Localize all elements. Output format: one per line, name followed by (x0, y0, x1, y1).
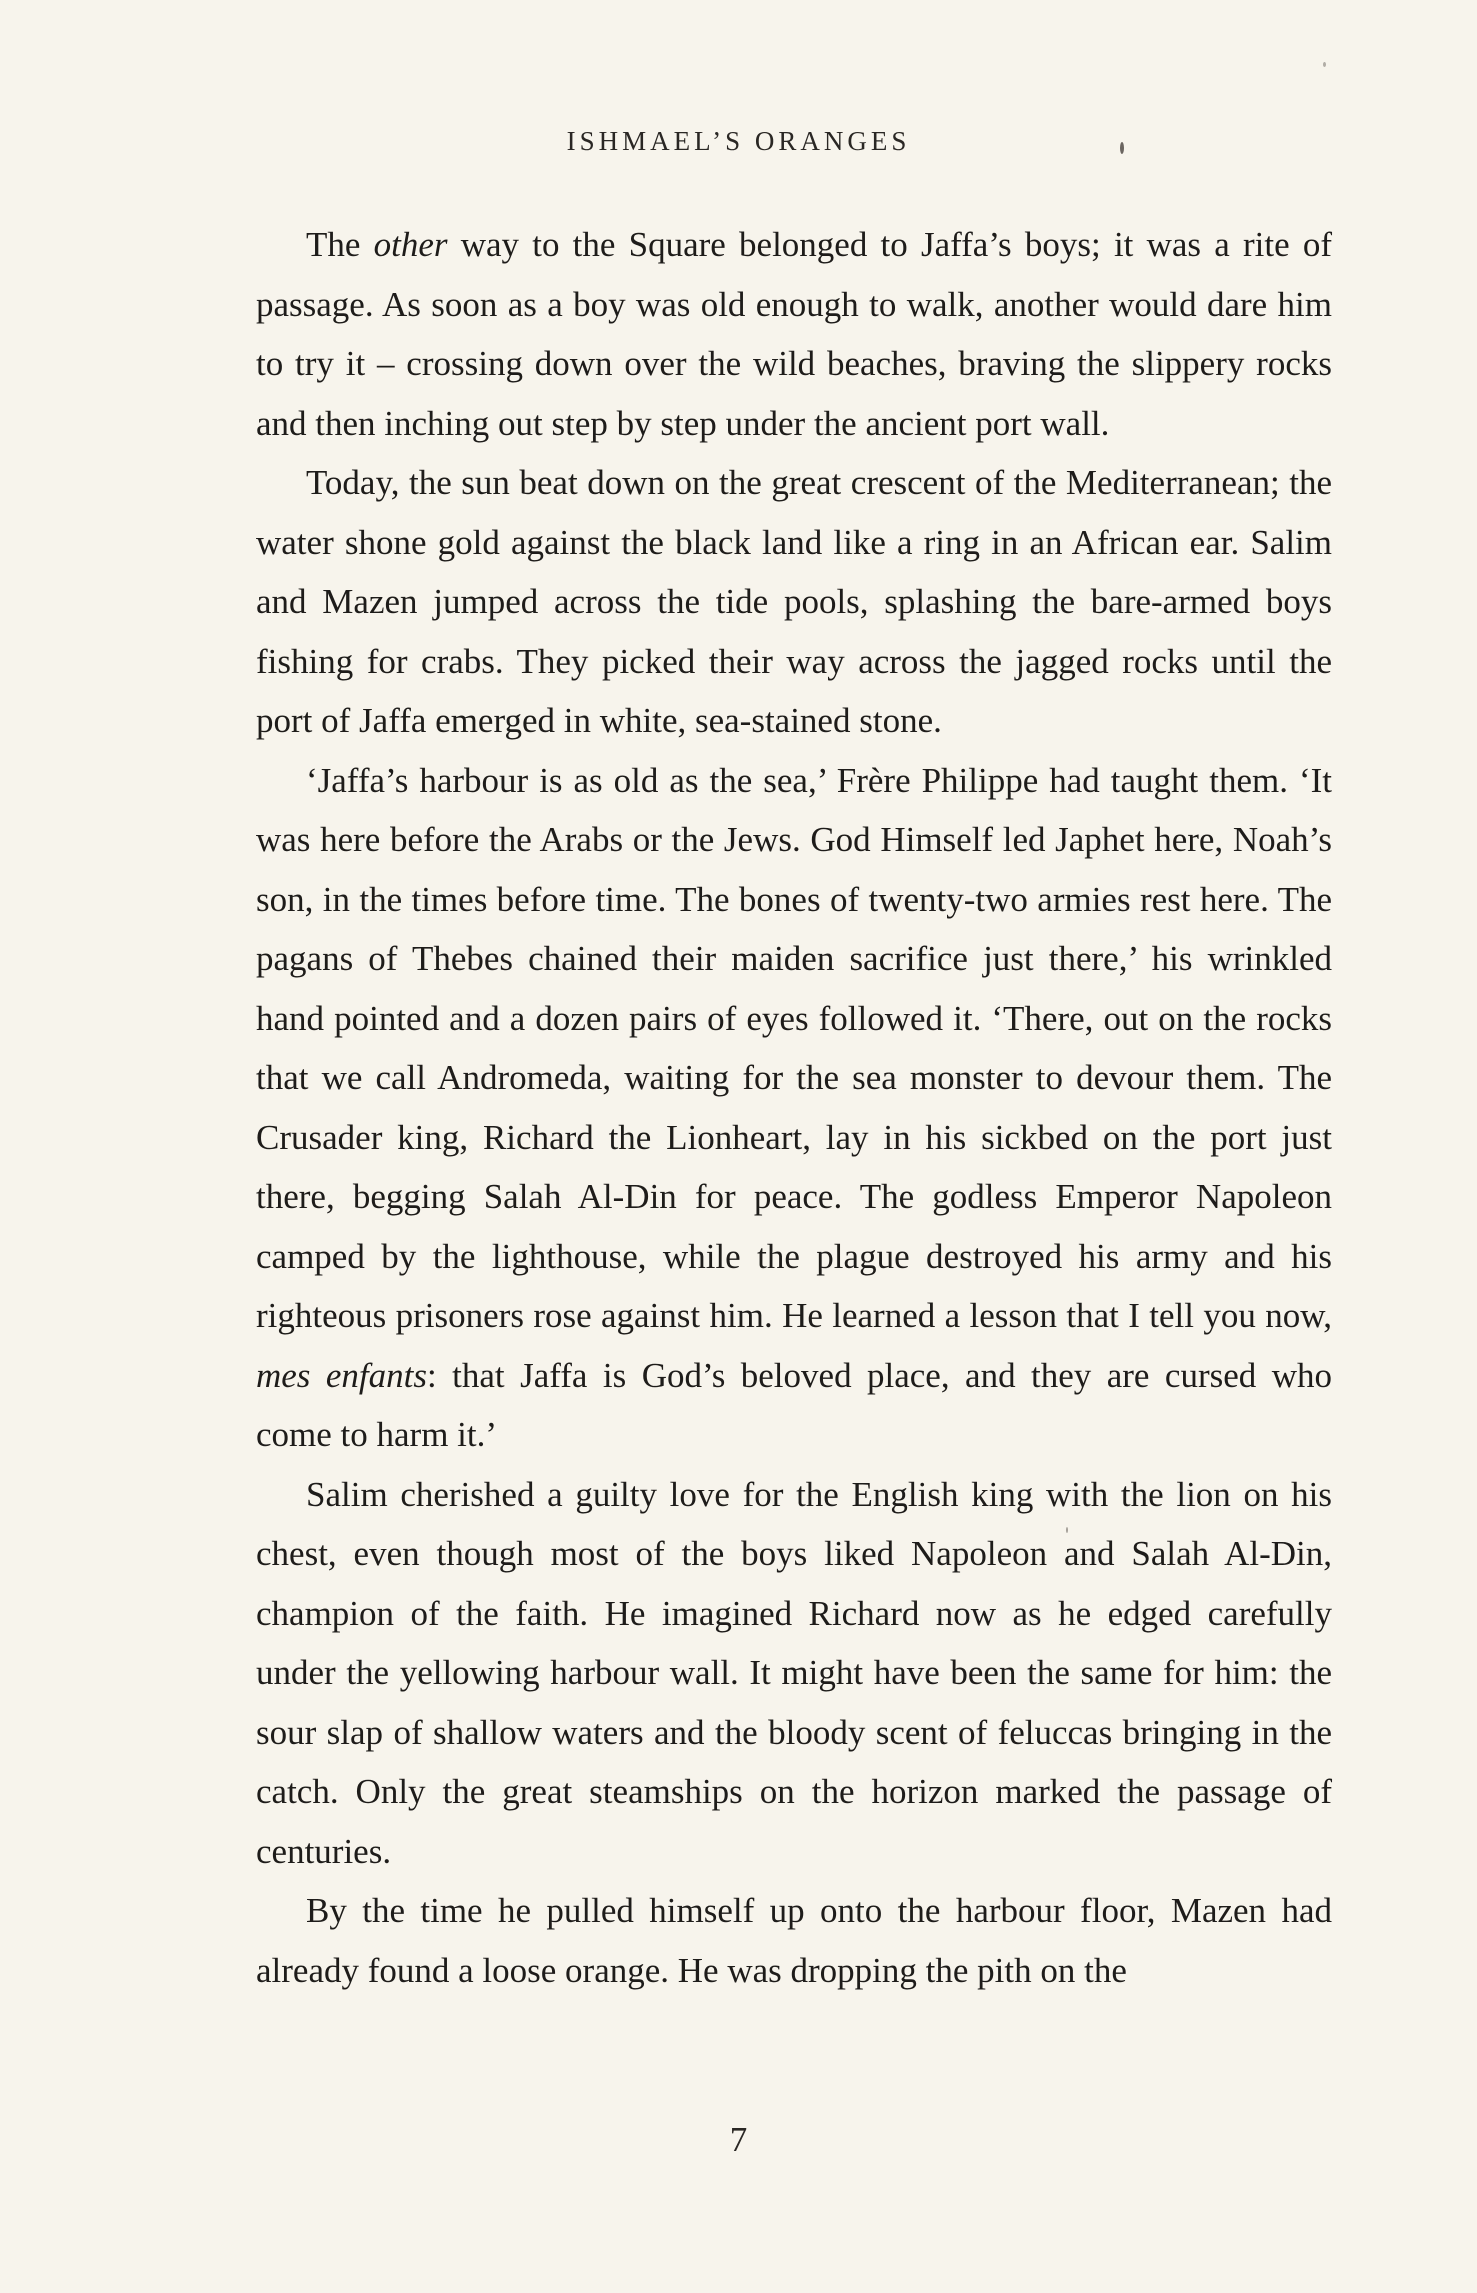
paragraph-2: Today, the sun beat down on the great crescent of the Mediterranean; the water shone gold against the black land like a ring in an African ear. Salim and Mazen jumped across the tide pools, splashing the bare-armed boys fishing for crabs. They picked their way across the jagged rocks until the port of Jaffa emerged in white, sea-stained stone. (256, 463, 1332, 740)
paragraph-3-start: ‘Jaffa’s harbour is as old as the sea,’ Frère Philippe had taught them. ‘It was here before the Arabs or the Jews. God Himself led Japhet here, Noah’s son, in the times before time. The bones of twenty-two armies rest here. The pagans of Thebes chained their maiden sacrifice just there,’ his wrinkled hand pointed and a dozen pairs of eyes followed it. ‘There, out on the rocks that we call Andromeda, waiting for the sea monster to devour them. The Crusader king, Richard the Lionheart, lay in his sickbed on the port just there, begging Salah Al-Din for peace. The godless Emperor Napoleon camped by the lighthouse, while the plague destroyed his army and his righteous prisoners rose against him. He learned a lesson that I tell you now, (256, 760, 1332, 1335)
paragraph-3-rest: : that Jaffa is God’s beloved place, and they are cursed who come to harm it.’ (256, 1355, 1332, 1454)
paragraph-4: Salim cherished a guilty love for the English king with the lion on his chest, even though most of the boys liked Napoleon and Salah Al-Din, champion of the faith. He imagined Richard now as he edged carefully under the yellowing harbour wall. It might have been the same for him: the sour slap of shallow waters and the bloody scent of feluccas bringing in the catch. Only the great steamships on the horizon marked the passage of centuries. (256, 1474, 1332, 1871)
scan-speck (1066, 1527, 1068, 1533)
paragraph-3 (256, 751, 1332, 1465)
paragraph-3-emphasis: mes enfants (256, 1355, 427, 1395)
paragraph-1 (256, 215, 1332, 453)
running-head: ISHMAEL’S ORANGES (566, 126, 911, 156)
paragraph-1-rest: way to the Square belonged to Jaffa’s boys; it was a rite of passage. As soon as a boy was old enough to walk, another would dare him to try it – crossing down over the wild beaches, braving the slippery rocks and then inching out step by step under the ancient port wall. (256, 225, 1332, 443)
scan-speck (1120, 142, 1124, 154)
paragraph-1-emphasis: other (373, 225, 448, 264)
scan-speck (1323, 62, 1326, 67)
body-text (256, 215, 1332, 2000)
paragraph-1-start: The (306, 225, 374, 264)
page-number: 7 (729, 2120, 748, 2159)
paragraph-5: By the time he pulled himself up onto the harbour floor, Mazen had already found a loose orange. He was dropping the pith on the (256, 1891, 1332, 1990)
